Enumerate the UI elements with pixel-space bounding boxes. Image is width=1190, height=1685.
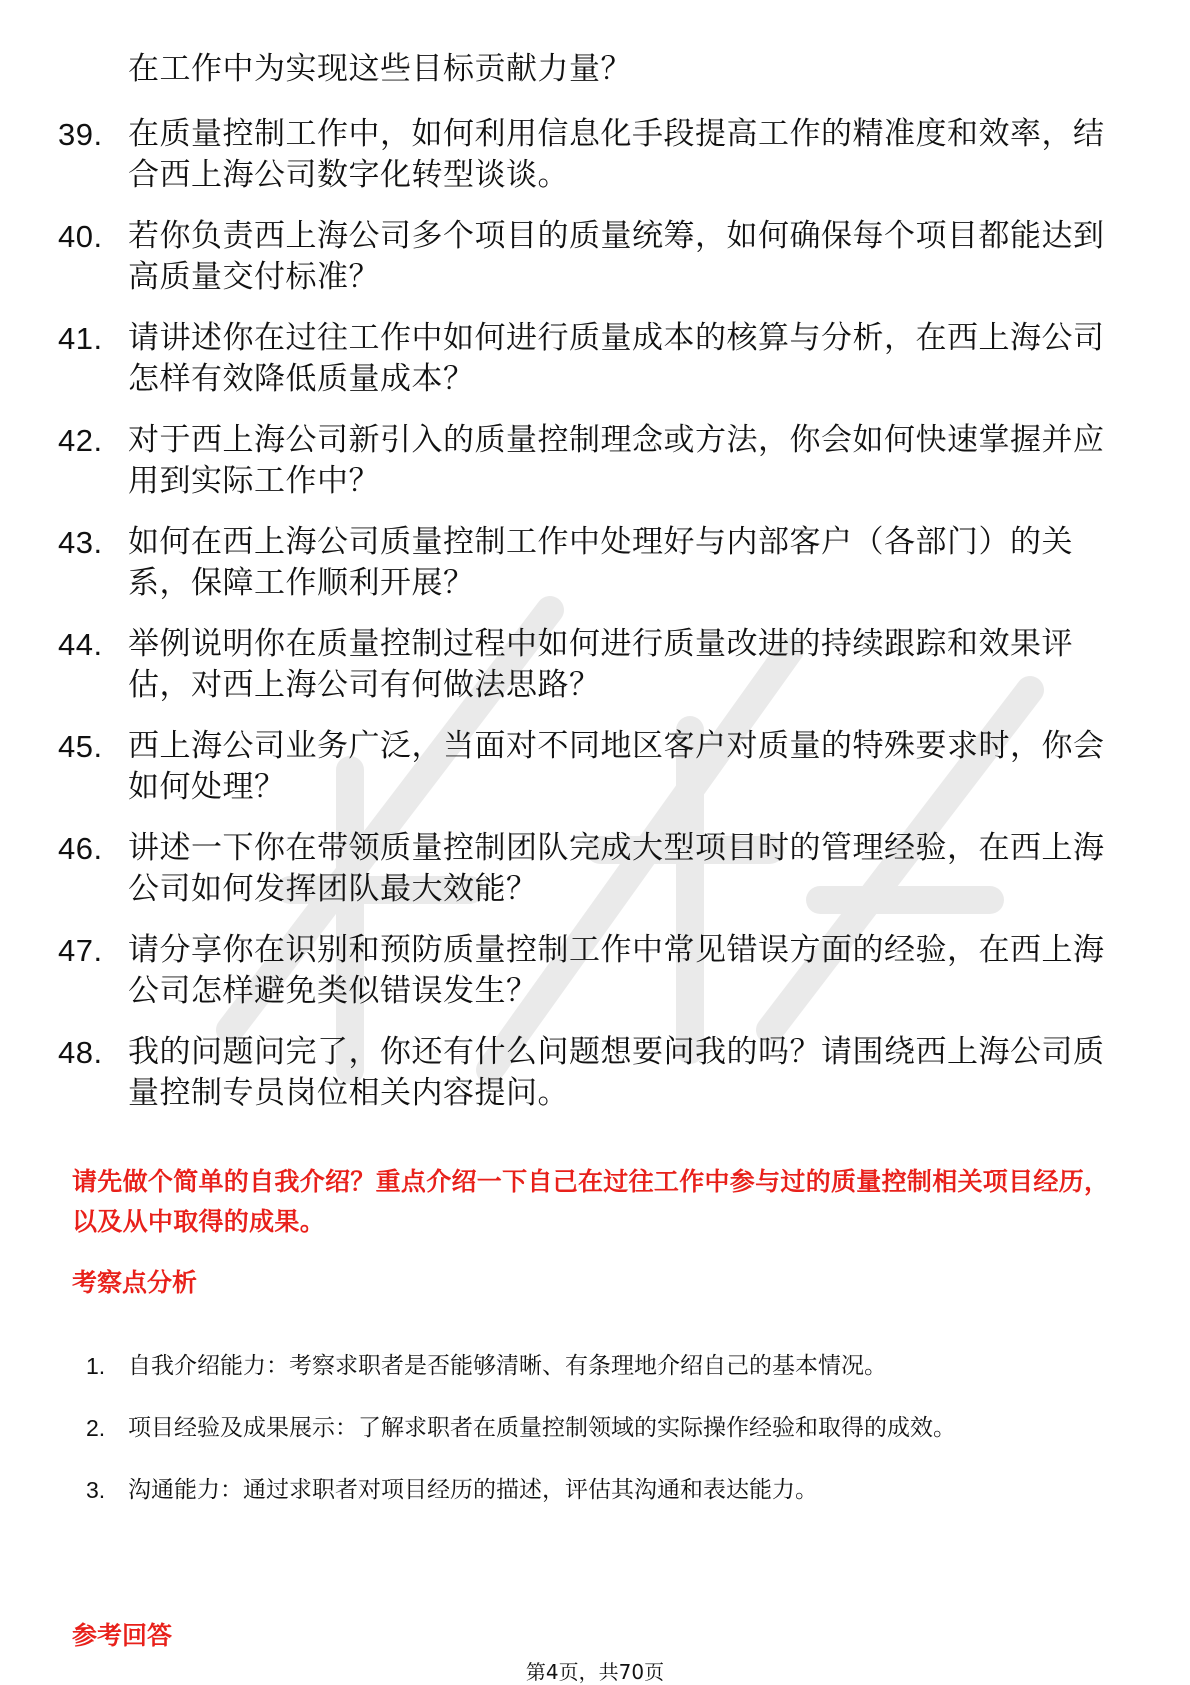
question-number: 47. <box>58 933 103 968</box>
question-item <box>58 420 1138 502</box>
analysis-text: 自我介绍能力：考察求职者是否能够清晰、有条理地介绍自己的基本情况。 <box>128 1353 887 1379</box>
question-text: 请分享你在识别和预防质量控制工作中常见错误方面的经验，在西上海公司怎样避免类似错误发生？ <box>128 932 1105 1009</box>
question-item <box>58 726 1138 808</box>
question-text: 讲述一下你在带领质量控制团队完成大型项目时的管理经验，在西上海公司如何发挥团队最大效能？ <box>128 830 1105 907</box>
question-item <box>58 522 1138 604</box>
question-item <box>58 624 1138 706</box>
question-text: 如何在西上海公司质量控制工作中处理好与内部客户（各部门）的关系，保障工作顺利开展？ <box>128 524 1073 601</box>
analysis-number: 2. <box>86 1415 106 1441</box>
question-list <box>58 114 1138 1134</box>
analysis-item <box>86 1335 1116 1397</box>
question-number: 44. <box>58 627 103 662</box>
question-number: 39. <box>58 117 103 152</box>
question-number: 45. <box>58 729 103 764</box>
analysis-heading: 考察点分析 <box>72 1268 198 1297</box>
question-text: 在质量控制工作中，如何利用信息化手段提高工作的精准度和效率，结合西上海公司数字化转型谈谈。 <box>128 116 1105 193</box>
question-number: 48. <box>58 1035 103 1070</box>
analysis-item <box>86 1459 1116 1521</box>
analysis-list <box>86 1335 1116 1521</box>
question-text: 我的问题问完了，你还有什么问题想要问我的吗？请围绕西上海公司质量控制专员岗位相关内容提问。 <box>128 1034 1105 1111</box>
question-text: 举例说明你在质量控制过程中如何进行质量改进的持续跟踪和效果评估，对西上海公司有何做法思路？ <box>128 626 1073 703</box>
analysis-text: 沟通能力：通过求职者对项目经历的描述，评估其沟通和表达能力。 <box>128 1477 818 1503</box>
page-footer: 第4页，共70页 <box>525 1660 665 1684</box>
question-item <box>58 1032 1138 1114</box>
question-text: 请讲述你在过往工作中如何进行质量成本的核算与分析，在西上海公司怎样有效降低质量成本？ <box>128 320 1105 397</box>
question-text: 对于西上海公司新引入的质量控制理念或方法，你会如何快速掌握并应用到实际工作中？ <box>128 422 1105 499</box>
continuation-text: 在工作中为实现这些目标贡献力量？ <box>128 51 632 87</box>
question-text: 西上海公司业务广泛，当面对不同地区客户对质量的特殊要求时，你会如何处理？ <box>128 728 1105 805</box>
featured-question-heading: 请先做个简单的自我介绍？重点介绍一下自己在过往工作中参与过的质量控制相关项目经历，以及从中取得的成果。 <box>72 1167 1110 1236</box>
question-item <box>58 930 1138 1012</box>
analysis-text: 项目经验及成果展示：了解求职者在质量控制领域的实际操作经验和取得的成效。 <box>128 1415 956 1441</box>
analysis-number: 3. <box>86 1477 106 1503</box>
answer-heading: 参考回答 <box>72 1621 173 1650</box>
question-number: 41. <box>58 321 103 356</box>
question-item <box>58 114 1138 196</box>
question-number: 42. <box>58 423 103 458</box>
question-item <box>58 216 1138 298</box>
question-number: 46. <box>58 831 103 866</box>
question-number: 43. <box>58 525 103 560</box>
question-item <box>58 318 1138 400</box>
question-text: 若你负责西上海公司多个项目的质量统筹，如何确保每个项目都能达到高质量交付标准？ <box>128 218 1105 295</box>
analysis-number: 1. <box>86 1353 106 1379</box>
question-item <box>58 828 1138 910</box>
analysis-item <box>86 1397 1116 1459</box>
question-number: 40. <box>58 219 103 254</box>
